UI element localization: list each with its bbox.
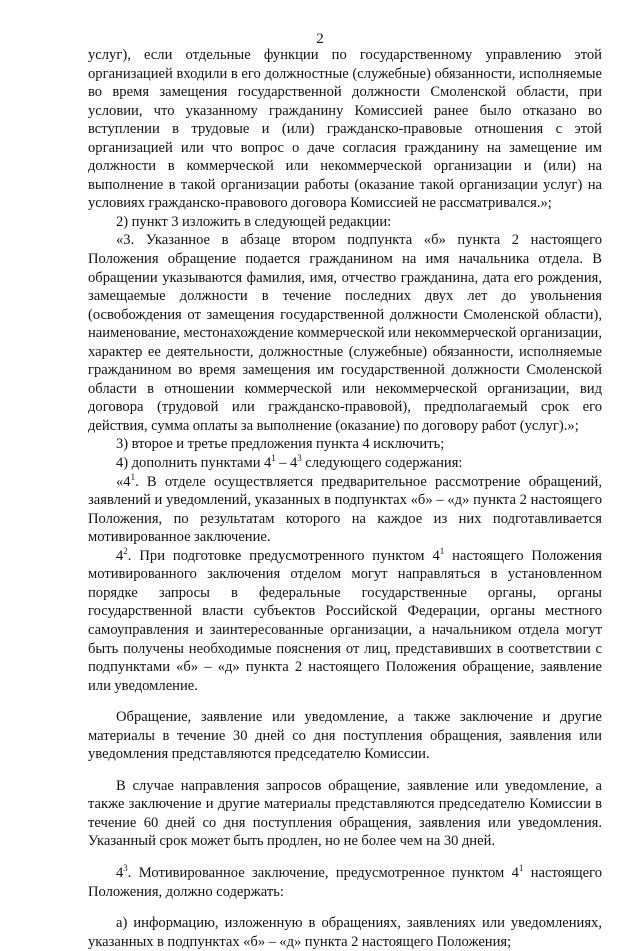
page-number: 2: [316, 31, 324, 47]
paragraph-clause-4-1: «$4^1$. В отделе осуществляется предварительное рассмотрение обращений, заявлений и уведомлений, указанных в подпунктах «б» – «д» пункта 2 настоящего Положения, по результатам которого на каждое из них подготавливается мотивированное заключение.: [88, 471, 602, 546]
paragraph-item-2: 2) пункт 3 изложить в следующей редакции:: [116, 213, 392, 230]
document-body: [88, 46, 602, 951]
paragraph-requests: В случае направления запросов обращение, заявление или уведомление, а также заключение и другие материалы представляются председателю Комиссии в течение 60 дней со дня поступления обращения, заявления или уведомления. Указанный срок может быть продлен, но не более чем на 30 дней.: [88, 777, 602, 850]
paragraph-clause-4-3: $4^3$. Мотивированное заключение, предусмотренное пунктом $4^1$ настоящего Положения, должно содержать:: [88, 862, 603, 900]
paragraph-continuation: услуг), если отдельные функции по государственному управлению этой организацией входили в его должностные (служебные) обязанности, исполняемые во время замещения государственной должности Смоленской области, при условии, что указанному гражданину Комиссией ранее было отказано во вступлении в трудовые и (или) гражданско-правовые отношения с этой организацией или что вопрос о даче согласия гражданину на замещение им должности в коммерческой или некоммерческой организации и (или) на выполнение в такой организации работы (оказание такой организации услуг) на условиях гражданско-правового договора Комиссией не рассматривался.»;: [88, 47, 602, 212]
paragraph-item-4: 4) дополнить пунктами $4^1 - 4^3$ следующего содержания:: [116, 453, 463, 472]
paragraph-clause-4-2: $4^2$. При подготовке предусмотренного пунктом $4^1$ настоящего Положения мотивированного заключения отделом могут направляться в установленном порядке запросы в федеральные государственные органы, органы государственной власти субъектов Российской Федерации, органы местного самоуправления и заинтересованные организации, а начальником отдела могут быть получены необходимые пояснения от лиц, представивших в соответствии с подпунктами «б» – «д» пункта 2 настоящего Положения обращение, заявление или уведомление.: [88, 545, 602, 694]
paragraph-subitem-a: а) информацию, изложенную в обращениях, заявлениях или уведомлениях, указанных в подпунктах «б» – «д» пункта 2 настоящего Положения;: [88, 915, 602, 950]
paragraph-item-3: 3) второе и третье предложения пункта 4 исключить;: [116, 436, 445, 453]
paragraph-clause-3: «3. Указанное в абзаце втором подпункта «б» пункта 2 настоящего Положения обращение подается гражданином на имя начальника отдела. В обращении указываются фамилия, имя, отчество гражданина, дата его рождения, замещаемые должности в течение последних двух лет до увольнения (освобождения от замещения государственной должности Смоленской области), наименование, местонахождение коммерческой или некоммерческой организации, характер ее деятельности, должностные (служебные) обязанности, исполняемые гражданином во время замещения им государственной должности Смоленской области в отношении коммерческой или некоммерческой организации, вид договора (трудовой или гражданско-правовой), предполагаемый срок его действия, сумма оплаты за выполнение (оказание) по договору работ (услуг).»;: [88, 232, 602, 434]
paragraph-submission: Обращение, заявление или уведомление, а также заключение и другие материалы в течение 30 дней со дня поступления обращения, заявления или уведомления представляются председателю Комиссии.: [88, 709, 602, 763]
